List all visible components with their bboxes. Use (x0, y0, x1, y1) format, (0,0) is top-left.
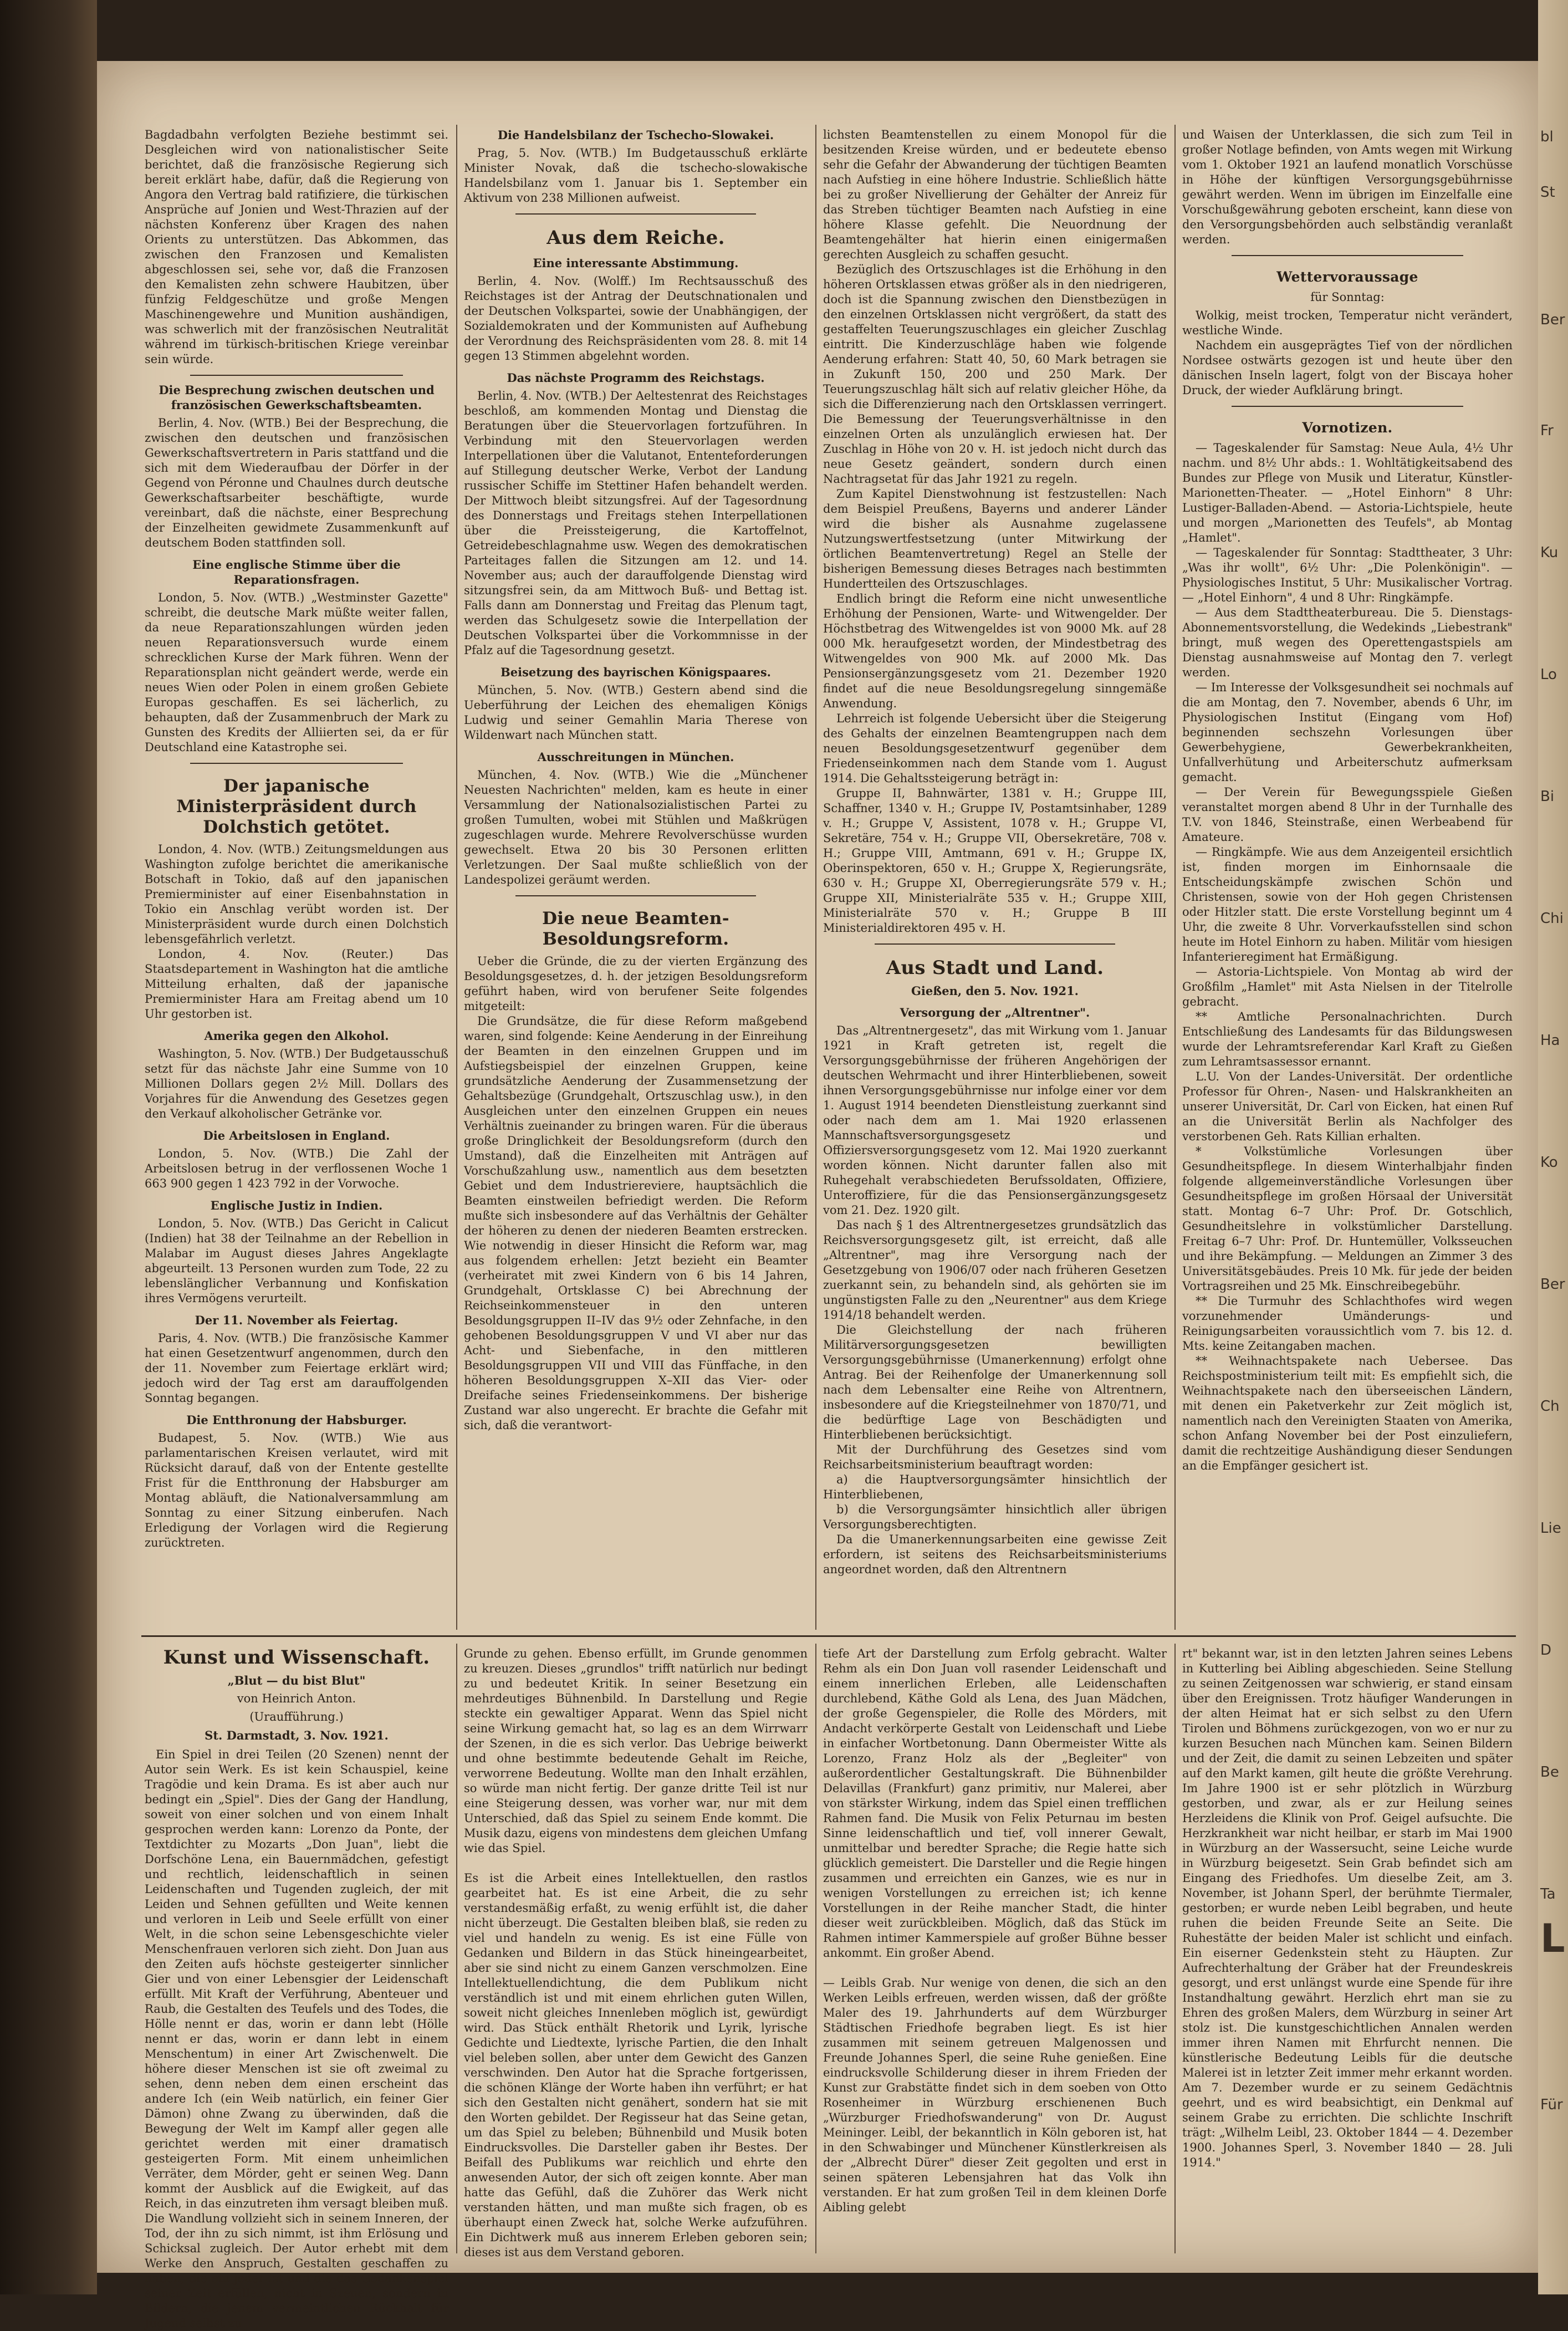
divider (515, 213, 756, 215)
article-text: Zum Kapitel Dienstwohnung ist festzustellen: Nach dem Beispiel Preußens, Bayerns und anderer Länder wird die bisher als Ausnahme zugelassene Nutzungswertfestsetzung (unter Mitwirkung der örtlichen Beamtenvertretung) Regel an Stelle der bisherigen Bemessung dieses Betrages nach bestimmten Hundertteilen des Ortszuschlages. (823, 487, 1167, 590)
notice-text: — Astoria-Lichtspiele. Von Montag ab wird der Großfilm „Hamlet" mit Asta Nielsen in der Titelrolle gebracht. (1182, 965, 1513, 1008)
column-rule (1174, 125, 1176, 1630)
article-text: Die Grundsätze, die für diese Reform maßgebend waren, sind folgende: Keine Aenderung in der Einreihung der Beamten in den einzelnen Gruppen und im Aufstiegsbeispiel der einzelnen Gruppen, keine grundsätzliche Aenderung der Zusammensetzung der Gehaltsbezüge (Grundgehalt, Ortszuschlag usw.), in den Ausgleichen unter den einzelnen Gruppen ein neues Verhältnis zueinander zu bringen waren. Für die überaus große Dringlichkeit der Besoldungsreform (durch den Umstand), daß die Einzelheiten mit Anträgen auf Vorschußzahlung usw., namentlich aus dem besetzten Gebiet und dem Industriereviere, hauptsächlich die Beamten einstweilen befriedigt werden. Die Reform mußte sich insbesondere auf das Verhältnis der Gehälter der höheren zu denen der niederen Beamten erstrecken. Wie notwendig in dieser Hinsicht die Reform war, mag aus folgendem erhellen: Jetzt bezieht ein Beamter (verheiratet mit zwei Kindern von 6 bis 14 Jahren, Grundgehalt, Ortsklasse C) bei Abrechnung der Reichseinkommensteuer in den unteren Besoldungsgruppen II–IV das 9½ oder Zehnfache, in den gehobenen Besoldungsgruppen V und VI aber nur das Acht- und Siebenfache, in den mittleren Besoldungsgruppen VII und VIII das Fünffache, in den höheren Besoldungsgruppen X–XII das Vier- oder Dreifache seines Friedenseinkommens. Der bisherige Zustand war also ungerecht. Er brachte die Gefahr mit sich, daß die verantwort- (464, 1014, 808, 1432)
notice-text: ** Die Turmuhr des Schlachthofes wird wegen vorzunehmender Umänderungs- und Reinigungsarbeiten voraussichtlich vom 7. bis 12. d. Mts. keine Zeitangaben machen. (1182, 1294, 1513, 1353)
bleed-line: Lie (1540, 1520, 1561, 1537)
notice-text: L.U. Von der Landes-Universität. Der ordentliche Professor für Ohren-, Nasen- und Halskrankheiten an unserer Universität, Dr. Carl von Eicken, hat einen Ruf an die Universität Berlin als Nachfolger des verstorbenen Geh. Rats Killian erhalten. (1182, 1070, 1513, 1143)
notice-text: — Der Verein für Bewegungsspiele Gießen veranstaltet morgen abend 8 Uhr in der Turnhalle des T.V. von 1846, Steinstraße, einen Werbeabend für Amateure. (1182, 785, 1513, 844)
column-2 (461, 127, 811, 1630)
article-text: Ein Spiel in drei Teilen (20 Szenen) nennt der Autor sein Werk. Es ist kein Schauspiel, keine Tragödie und kein Drama. Es ist aber auch nur bedingt ein „Spiel". Dies der Gang der Handlung, soweit von einer solchen und von einem Inhalt gesprochen werden kann: Lorenzo da Ponte, der Textdichter zu Mozarts „Don Juan", liebt die Dorfschöne Lena, ein Bauernmädchen, gefestigt und rechtlich, leidenschaftlich in seinen Leidenschaften und Tugenden zugleich, der mit Leiden und Sehnen gefüllten und Weite kennen und verloren in Leib und Seele erfüllt von einer Welt, in die schon seine Lebensgeschichte vieler Menschenfrauen verloren sich zieht. Don Juan aus den Zeiten aufs höchste gesteigerter sinnlicher Gier und von einer Lebensgier der Leidenschaft erfüllt. Mit Kraft der Verführung, Abenteuer und Raub, die Gestalten des Teufels und des Todes, die Hölle nennt er das, worin er dann lebt (Hölle nennt er das, worin er dann lebt in einem Menschentum) in einer Art Zwischenwelt. Die höhere dieser Menschen ist sie oft zweimal zu sehen, denn neben dem einen erscheint das andere Ich (ein Weib natürlich, ein feiner Gier Dämon) ohne Zwang zu überwinden, daß die Bewegung der Welt im Kampf aller gegen alle gerichtet werden mit einer dramatisch gesteigerten Form. Mit einem unheimlichen Verräter, dem Mörder, geht er seinen Weg. Dann kommt der Ausblick auf die Ewigkeit, auf das Reich, in das einzutreten ihm versagt bleiben muß. Die Wandlung vollzieht sich in seinem Inneren, der Tod, der ihn zu sich nimmt, ist ihm Erlösung und Schicksal zugleich. Der Autor erhebt mit dem Werke den Anspruch, Gestalten geschaffen zu haben, die ein jeder ist und die das Gedankenspiel seiner Zeit erfüllen, nicht in Szenen, sondern in Bildern, die jenem vermeintlichen Rückhalt für Jugend selbst zu (145, 1748, 448, 2330)
bleed-line: D (1540, 1642, 1552, 1659)
column-1 (141, 127, 452, 1630)
article-text: Bagdadbahn verfolgten Beziehe bestimmt sei. Desgleichen wird von nationalistischer Seite berichtet, daß die französische Regierung sich bereit erklärt habe, dafür, daß die Regierung von Angora den Vertrag bald ratifiziere, die türkischen Ansprüche auf Jonien und West-Thrazien auf der nächsten Konferenz über Kragen des nahen Orients zu unterstützen. Das Abkommen, das zwischen den Franzosen und Kemalisten abgeschlossen sei, sehe vor, daß die Franzosen den Kemalisten zehn schwere Haubitzen, über fünfzig Feldgeschütze und große Mengen Maschinengewehre und Munition aushändigen, was schwerlich mit der französischen Neutralität während im türkisch-britischen Kriege vereinbar sein würde. (145, 128, 448, 366)
article-subheadline: Versorgung der „Altrentner". (900, 1006, 1090, 1019)
notice-text: ** Weihnachtspakete nach Uebersee. Das Reichspostministerium teilt mit: Es empfiehlt sich, die Weihnachtspakete nach den überseeischen Ländern, mit denen ein Paketverkehr zur Zeit möglich ist, namentlich nach den Vereinigten Staaten von Amerika, schon Anfang November bei der Post einzuliefern, damit die rechtzeitige Aushändigung dieser Sendungen an die Empfänger gesichert ist. (1182, 1354, 1513, 1472)
bleed-line: Lo (1540, 666, 1557, 683)
article-headline: Die Handelsbilanz der Tschecho-Slowakei. (497, 128, 774, 142)
bleed-line: Ta (1540, 1886, 1556, 1902)
bleed-line: Fr (1540, 422, 1554, 439)
article-headline: Der japanische Ministerpräsident durch Dolchstich getötet. (176, 776, 417, 837)
bleed-line: St (1540, 184, 1555, 201)
bleed-line: Be (1540, 1764, 1559, 1781)
divider (875, 943, 1115, 945)
notice-text: — Tageskalender für Sonntag: Stadttheater, 3 Uhr: „Was ihr wollt", 6½ Uhr: „Die Polenkönigin". — Physiologisches Institut, 5 Uhr: Musikalischer Vortrag. — „Hotel Einhorn", 4 und 8 Uhr: Ringkämpfe. (1182, 546, 1513, 604)
divider (190, 763, 403, 764)
article-text: London, 5. Nov. (WTB.) Die Zahl der Arbeitslosen betrug in der verflossenen Woche 1 663 900 gegen 1 423 792 in der Vorwoche. (145, 1147, 448, 1190)
article-text: Ueber die Gründe, die zu der vierten Ergänzung des Besoldungsgesetzes, d. h. der jetzigen Besoldungsreform geführt haben, wird von berufener Seite folgendes mitgeteilt: (464, 955, 808, 1013)
book-spine (0, 0, 97, 2294)
notice-text: — Ringkämpfe. Wie aus dem Anzeigenteil ersichtlich ist, finden morgen im Einhornsaale die Entscheidungskämpfe zwischen Schön und Christensen, sowie von der Hoh gegen Christensen oder Hitzler statt. Die erste Vorstellung beginnt um 4 Uhr, die zweite 8 Uhr. Vorverkaufsstellen sind schon heute im Hotel Einhorn zu haben. Militär vom hiesigen Infanterieregiment hat Ermäßigung. (1182, 845, 1513, 963)
article-text: Das „Altrentnergesetz", das mit Wirkung vom 1. Januar 1921 in Kraft getreten ist, regelt die Versorgungsgebührnisse der früheren Angehörigen der deutschen Wehrmacht und ihrer Hinterbliebenen, soweit ihnen Versorgungsgebührnisse nur infolge einer vor dem 1. August 1914 beendeten Dienstleistung zuerkannt sind oder nach dem am 1. Mai 1920 erlassenen Mannschaftsversorgungsgesetz und Offiziersversorgungsgesetz vom 12. Mai 1920 zuerkannt worden können. Nicht darunter fallen also mit Ruhegehalt verabschiedeten Berufssoldaten, Offiziere, Unteroffiziere, für die das Pensionsergänzungsgesetz vom 21. Dez. 1920 gilt. (823, 1024, 1167, 1217)
bleed-line: Ko (1540, 1154, 1558, 1171)
article-headline: Der 11. November als Feiertag. (195, 1313, 399, 1327)
column-rule (815, 125, 816, 1630)
bleed-line: Bi (1540, 788, 1555, 805)
play-author: von Heinrich Anton. (237, 1692, 356, 1705)
article-headline: Die Besprechung zwischen deutschen und französischen Gewerkschaftsbeamten. (159, 383, 435, 412)
article-text: b) die Versorgungsämter hinsichtlich aller übrigen Versorgungsberechtigten. (823, 1503, 1167, 1531)
column-rule (815, 1644, 816, 2253)
column-4 (1179, 127, 1516, 1630)
bleed-line: Ch (1540, 1398, 1560, 1415)
article-text: London, 4. Nov. (WTB.) Zeitungsmeldungen aus Washington zufolge berichtet die amerikanische Botschaft in Tokio, daß auf den japanischen Premierminister auf einer Eisenbahnstation in Tokio ein Anschlag verübt worden ist. Der Ministerpräsident wurde durch einen Dolchstich lebensgefährlich verletzt. (145, 843, 448, 946)
notice-text: — Im Interesse der Volksgesundheit sei nochmals auf die am Montag, den 7. November, abends 6 Uhr, im Physiologischen Institut (Eingang vom Hof) beginnenden sechszehn Vorlesungen über Gewerbehygiene, Gewerbekrankheiten, Unfallverhütung und Arbeiterschutz aufmerksam gemacht. (1182, 681, 1513, 784)
section-rule (141, 1635, 1516, 1637)
section-headline: Aus dem Reiche. (546, 227, 725, 249)
feuilleton-headline: Kunst und Wissenschaft. (163, 1646, 430, 1669)
bleed-line: Ber (1540, 312, 1565, 328)
article-subheadline: Ausschreitungen in München. (537, 750, 734, 764)
notice-text: — Tageskalender für Samstag: Neue Aula, 4½ Uhr nachm. und 8½ Uhr abds.: 1. Wohltätigkeitsabend des Bundes zur Pflege von Musik und Literatur, Künstler-Marionetten-Theater. — „Hotel Einhorn" 8 Uhr: Lustiger-Balladen-Abend. — Astoria-Lichtspiele, heute und morgen „Marionetten des Teufels", ab Montag „Hamlet". (1182, 441, 1513, 544)
bleed-line: Ha (1540, 1032, 1560, 1049)
article-text: Die Gleichstellung der nach früheren Militärversorgungsgesetzen bewilligten Versorgungsgebührnisse (Umanerkennung) erfolgt ohne Antrag. Bei der Reihenfolge der Umanerkennung soll nach dem Lebensalter eine Reihe von Altrentnern, insbesondere auf die Kriegsteilnehmer von 1870/71, und die bedürftige Lage von Beschädigten und Hinterbliebenen berücksichtigt. (823, 1323, 1167, 1441)
bleed-line: Chi (1540, 910, 1564, 927)
weather-headline: Wettervoraussage (1276, 269, 1418, 285)
article-subheadline: Eine interessante Abstimmung. (533, 256, 739, 270)
weather-subheadline: für Sonntag: (1310, 290, 1385, 304)
column-rule (1174, 1644, 1176, 2253)
notice-text: ** Amtliche Personalnachrichten. Durch Entschließung des Landesamts für das Bildungswesen wurde der Lehramtsreferendar Karl Kraft zu Gießen zum Lehramtsassessor ernannt. (1182, 1010, 1513, 1068)
bleed-line: L (1540, 1916, 1565, 1961)
article-headline: Die Entthronung der Habsburger. (186, 1413, 407, 1427)
section-headline: Aus Stadt und Land. (886, 957, 1104, 979)
article-headline: Die Arbeitslosen in England. (203, 1129, 390, 1142)
article-text: und Waisen der Unterklassen, die sich zum Teil in großer Notlage befinden, von Amts wegen mit Wirkung vom 1. Oktober 1921 an laufend monatlich Vorschüsse in Höhe der künftigen Versorgungsgebührnisse gewährt werden. Wenn im übrigen im Einzelfalle eine Vorschußgewährung geboten erscheint, kann diese von den Versorgungsbehörden auch selbständig veranlaßt werden. (1182, 128, 1513, 246)
article-text: London, 5. Nov. (WTB.) Das Gericht in Calicut (Indien) hat 38 der Teilnahme an der Rebellion in Malabar im August dieses Jahres Angeklagte abgeurteilt. 13 Personen wurden zum Tode, 22 zu lebenslänglicher Verbannung und Konfiskation ihres Vermögens verurteilt. (145, 1217, 448, 1305)
article-text: München, 5. Nov. (WTB.) Gestern abend sind die Ueberführung der Leichen des ehemaligen Königs Ludwig und seiner Gemahlin Maria Therese von Wildenwart nach München statt. (464, 684, 808, 742)
article-subheadline: Beisetzung des bayrischen Königspaares. (500, 665, 771, 679)
article-headline: Die neue Beamten-Besoldungsreform. (542, 909, 729, 949)
divider (515, 895, 756, 896)
dateline: Gießen, den 5. Nov. 1921. (911, 984, 1079, 998)
feuilleton-column-3 (820, 1646, 1170, 2256)
article-headline: Englische Justiz in Indien. (210, 1198, 383, 1212)
article-headline: Eine englische Stimme über die Reparationsfragen. (192, 558, 401, 586)
notice-text: — Aus dem Stadttheaterbureau. Die 5. Dienstags-Abonnementsvorstellung, die Wedekinds „Liebestrank" bringt, muß wegen des Operettengastspiels am Dienstag ausnahmsweise auf Montag den 7. verlegt werden. (1182, 606, 1513, 679)
notices-headline: Vornotizen. (1302, 420, 1393, 436)
article-text: Lehrreich ist folgende Uebersicht über die Steigerung des Gehalts der einzelnen Beamtengruppen nach dem neuen Besoldungsgesetzentwurf gegenüber dem Friedenseinkommen nach dem Stande vom 1. August 1914. Die Gehaltssteigerung beträgt in: (823, 712, 1167, 785)
article-headline: Amerika gegen den Alkohol. (204, 1029, 389, 1043)
feuilleton-column-4 (1179, 1646, 1516, 2256)
bleed-line: Ber (1540, 1276, 1565, 1293)
feuilleton-column-2 (461, 1646, 811, 2259)
article-text: Berlin, 4. Nov. (WTB.) Bei der Besprechung, die zwischen den deutschen und französischen Gewerkschaftsvertretern in Paris stattfand und die sich mit dem Wiederaufbau der Dörfer in der Gegend von Péronne und Chaulnes durch deutsche Gewerkschaftsarbeiter beschäftigte, wurde vereinbart, daß die nächste, einer Besprechung der Einzelheiten gewidmete Zusammenkunft auf deutschem Boden stattfinden soll. (145, 416, 448, 549)
weather-forecast: Wolkig, meist trocken, Temperatur nicht verändert, westliche Winde. (1182, 309, 1513, 337)
article-text: Bezüglich des Ortszuschlages ist die Erhöhung in den höheren Ortsklassen etwas größer als in den niedrigeren, doch ist die Spannung zwischen den Dienstbezügen in den einzelnen Ortsklassen nicht vergrößert, da statt des gestaffelten Teuerungszuschlages ein gleicher Zuschlag eintritt. Die Kinderzuschläge haben wie folgende Aenderung erfahren: Statt 40, 50, 60 Mark betragen sie in Zukunft 150, 200 und 250 Mark. Der Teuerungszuschlag hält sich auf relativ gleicher Höhe, da sich die Differenzierung nach den Ortsklassen verringert. Die Bemessung der Teuerungsverhältnisse in den einzelnen Orten als unzulänglich erwiesen hat. Der Zuschlag in Höhe von 20 v. H. ist jedoch nicht durch das neue Gesetz geändert, sondern durch einen Nachtragsetat für das Jahr 1921 zu regeln. (823, 263, 1167, 486)
article-subheadline: Das nächste Programm des Reichstags. (507, 371, 765, 385)
article-text: lichsten Beamtenstellen zu einem Monopol für die besitzenden Kreise würden, und er bedeutete ebenso sehr die Gefahr der Abwanderung der tüchtigen Beamten nach Aufstieg in eine höhere Industrie. Schließlich hätte bei zu großer Nivellierung der Gehälter der Anreiz für das Streben tüchtiger Beamten nach Aufstieg in eine höhere Klasse gefehlt. Die Neuordnung der Beamtengehälter hat hierin einen einigermaßen gerechten Ausgleich zu schaffen gesucht. (823, 128, 1167, 261)
article-text: tiefe Art der Darstellung zum Erfolg gebracht. Walter Rehm als ein Don Juan voll rasender Leidenschaft und einem innerlichen Erleben, alle Leidenschaften durchlebend, Käthe Gold als Lena, des Juan Mädchen, der große Gegenspieler, die Rolle des Mörders, mit Andacht verkörperte Gestalt von Leidenschaft und Liebe in einfacher Wortbetonung. Dann Obermeister Witte als Lorenzo, Franz Holz als der „Begleiter" von außerordentlicher Gestaltungskraft. Die Bühnenbilder Delavillas (Frankfurt) ganz primitiv, nur Malerei, aber von stärkster Wirkung, indem das Spiel einen trefflichen Rahmen fand. Die Musik von Felix Peturnau im besten Sinne leidenschaftlich und tief, voll innerer Gewalt, unmittelbar und beredter Sprache; die Regie hatte sich glücklich gemeistert. Die Darsteller und die Regie hingen zusammen und erreichten ein Ganzes, wie es nur in wenigen Vorstellungen zu erreichen ist; ich kenne Vorstellungen in der Reihe mancher Stadt, die hinter dieser weit zurückbleiben. Möglich, daß das Stück im Rahmen intimer Kammerspiele auf großer Bühne besser ankommt. Ein großer Abend. — Leibls Grab. Nur wenige von denen, die sich an den Werken Leibls erfreuen, werden wissen, daß der größte Maler des 19. Jahrhunderts auf dem Würzburger Städtischen Friedhofe begraben liegt. Es ist hier zusammen mit seinem getreuen Malgenossen und Freunde Johannes Sperl, die seine Ruhe genießen. Eine eindrucksvolle Schilderung dieser in ihrem Frieden der Kunst zur Grabstätte findet sich in dem soeben von Otto Rosenheimer in Würzburg erschienenen Buch „Würzburger Friedhofswanderung" von Dr. August Meininger. Leibl, der bekanntlich in Köln geboren ist, hat in den Schwabinger und Münchener Künstlerkreisen als der „Albrecht Dürer" dieser Zeit gegolten und erst in seinen späteren Lebensjahren hat das Volk ihn verstanden. Er hat zum großen Teil in dem kleinen Dorfe Aibling gelebt (823, 1647, 1167, 2214)
notice-text: * Volkstümliche Vorlesungen über Gesundheitspflege. In diesem Winterhalbjahr finden folgende allgemeinverständliche Vorlesungen über Gesundheitspflege im großen Hörsaal der Universität statt. Montag 6–7 Uhr: Prof. Dr. Gotschlich, Gesundheitslehre in volkstümlicher Darstellung. Freitag 6–7 Uhr: Prof. Dr. Huntemüller, Volksseuchen und ihre Bekämpfung. — Meldungen an Zimmer 3 des Universitätsgebäudes. Preis 10 Mk. für jede der beiden Vortragsreihen und 25 Mk. Einschreibegebühr. (1182, 1145, 1513, 1293)
bleed-line: bl (1540, 129, 1554, 145)
column-rule (456, 1644, 457, 2253)
article-text: London, 4. Nov. (Reuter.) Das Staatsdepartement in Washington hat die amtliche Mitteilung erhalten, daß der japanische Premierminister Hara am Freitag abend um 10 Uhr gestorben ist. (145, 947, 448, 1021)
feuilleton-column-1 (141, 1646, 452, 2330)
column-3 (820, 127, 1170, 1630)
play-title: „Blut — du bist Blut" (227, 1674, 366, 1687)
divider (1232, 255, 1463, 256)
article-text: Budapest, 5. Nov. (WTB.) Wie aus parlamentarischen Kreisen verlautet, wird mit Rücksicht darauf, daß von der Entente gestellte Frist für die Entthronung der Habsburger am Montag abläuft, die Nationalversammlung am Sonntag zu einer Sitzung einberufen. Nach Erledigung der Vorlagen wird die Regierung zurücktreten. (145, 1431, 448, 1549)
article-text: München, 4. Nov. (WTB.) Wie die „Münchener Neuesten Nachrichten" melden, kam es heute in einer Versammlung der Nationalsozialistischen Partei zu großen Tumulten, wobei mit Stühlen und Maßkrügen zugeschlagen wurde. Mehrere Revolverschüsse wurden gewechselt. Etwa 20 bis 30 Personen erlitten Verletzungen. Der Saal mußte schließlich von der Landespolizei geräumt werden. (464, 768, 808, 886)
article-text: a) die Hauptversorgungsämter hinsichtlich der Hinterbliebenen, (823, 1473, 1167, 1501)
bleed-line: Ku (1540, 544, 1559, 561)
article-text: London, 5. Nov. (WTB.) „Westminster Gazette" schreibt, die deutsche Mark müßte weiter fallen, da neue Reparationszahlungen würden jeden neuen Reparationsversuch wurde einem schrecklichen Kurse der Mark führen. Wenn der Reparationsplan nicht geändert werde, werde ein neues Wien oder Polen in einem großen Gebiete Europas geschaffen. Es sei lächerlich, zu behaupten, daß der Zusammenbruch der Mark zu Gunsten des Kredits der Alliierten sei, da er für Deutschland eine Katastrophe sei. (145, 591, 448, 754)
article-text: Berlin, 4. Nov. (Wolff.) Im Rechtsausschuß des Reichstages ist der Antrag der Deutschnationalen und der Deutschen Volkspartei, sowie der Unabhängigen, der Sozialdemokraten und der Kommunisten auf Aufhebung der Verordnung des Reichspräsidenten vom 28. 8. mit 14 gegen 13 Stimmen abgelehnt worden. (464, 274, 808, 363)
article-text: Endlich bringt die Reform eine nicht unwesentliche Erhöhung der Pensionen, Warte- und Witwengelder. Der Höchstbetrag des Witwengeldes ist von 9000 Mk. auf 28 000 Mk. heraufgesetzt worden, der Mindestbetrag des Witwengeldes von 900 Mk. auf 2000 Mk. Das Pensionsergänzungsgesetz vom 21. Dezember 1920 findet auf die neue Besoldungsregelung sinngemäße Anwendung. (823, 592, 1167, 710)
article-text: rt" bekannt war, ist in den letzten Jahren seines Lebens in Kutterling bei Aibling abgeschieden. Seine Stellung zu seinen Zeitgenossen war schwierig, er stand einsam über den Ereignissen. Trotz häufiger Wanderungen in der alten Heimat hat er sich selbst zu den Ufern Tirolen und Böhmens zurückgezogen, von wo er nur zu kurzen Besuchen nach München kam. Seinen Bildern und der Zeit, die damit zu seinen Lebzeiten und später auf den Markt kamen, gilt heute die größte Verehrung. Im Jahre 1900 ist er sehr plötzlich in Würzburg gestorben, und zwar, als er zur Heilung seines Herzleidens die Klinik von Prof. Geigel aufsuchte. Die Herzkrankheit war nicht heilbar, er starb im Mai 1900 in Würzburg an der Wassersucht, seine Leiche wurde in Würzburg beigesetzt. Sein Grab befindet sich am Eingang des Friedhofes. Um dieselbe Zeit, am 3. November, ist Johann Sperl, der berühmte Tiermaler, gestorben; er wurde neben Leibl begraben, und heute ruhen die beiden Freunde Seite an Seite. Die Ruhestätte der beiden Maler ist schlicht und einfach. Ein eiserner Gedenkstein steht zu Häupten. Zur Aufrechterhaltung der Gräber hat der Freundeskreis gesorgt, und erst unlängst wurde eine Spende für ihre Instandhaltung gewährt. Herzlich ehrt man sie zu Ehren des großen Malers, dem Würzburg in seiner Art stolz ist. Die kunstgeschichtlichen Annalen werden immer ihren Namen mit Ehrfurcht nennen. Die künstlerische Bedeutung Leibls für die deutsche Malerei ist in letzter Zeit immer mehr erkannt worden. Am 7. Dezember wurde er zu seinem Gedächtnis geehrt, und es wird beabsichtigt, ein Denkmal auf seinem Grabe zu errichten. Die schlichte Inschrift trägt: „Wilhelm Leibl, 23. Oktober 1844 — 4. Dezember 1900. Johannes Sperl, 3. November 1840 — 28. Juli 1914." (1182, 1647, 1513, 2169)
article-text: Paris, 4. Nov. (WTB.) Die französische Kammer hat einen Gesetzentwurf angenommen, durch den der 11. November zum Feiertage erklärt wird; jedoch wird der Tag erst am darauffolgenden Sonntag begangen. (145, 1332, 448, 1405)
play-note: (Uraufführung.) (249, 1710, 344, 1723)
article-text: Gruppe II, Bahnwärter, 1381 v. H.; Gruppe III, Schaffner, 1340 v. H.; Gruppe IV, Postamtsinhaber, 1289 v. H.; Gruppe V, Assistent, 1078 v. H.; Gruppe VI, Sekretäre, 754 v. H.; Gruppe VII, Obersekretäre, 708 v. H.; Gruppe VIII, Amtmann, 691 v. H.; Gruppe IX, Oberinspektoren, 650 v. H.; Gruppe X, Regierungsräte, 630 v. H.; Gruppe XI, Oberregierungsräte 579 v. H.; Gruppe XII, Ministerialräte 535 v. H.; Gruppe XIII, Ministerialräte 570 v. H.; Gruppe B III Ministerialdirektoren 495 v. H. (823, 787, 1167, 935)
divider (190, 375, 403, 376)
article-text: Berlin, 4. Nov. (WTB.) Der Aeltestenrat des Reichstages beschloß, am kommenden Montag und Dienstag die Beratungen über die Steuervorlagen fortzuführen. In Verbindung mit den Steuervorlagen werden Interpellationen über die Valutanot, Ententeforderungen auf Stillegung deutscher Werke, Verbot der Landung russischer Schiffe im Stettiner Hafen behandelt werden. Der Mittwoch bleibt sitzungsfrei. Auf der Tagesordnung des Donnerstags und Freitags stehen Interpellationen über die Preissteigerung, die Kartoffelnot, Getreidebeschlagnahme usw. Wegen des demokratischen Parteitages fallen die Sitzungen am 12. und 14. November aus; auch der darauffolgende Dienstag wird sitzungsfrei sein, da am Mittwoch Buß- und Bettag ist. Falls dann am Donnerstag und Freitag das Plenum tagt, werden das Schulgesetz sowie die Interpellation der Deutschen Volkspartei über die Vorkommnisse in der Pfalz auf die Tagesordnung gesetzt. (464, 389, 808, 657)
article-text: Washington, 5. Nov. (WTB.) Der Budgetausschuß setzt für das nächste Jahr eine Summe von 10 Millionen Dollars gegen 2½ Mill. Dollars des Vorjahres für die Anwendung des Gesetzes gegen den Verkauf alkoholischer Getränke vor. (145, 1047, 448, 1120)
weather-forecast: Nachdem ein ausgeprägtes Tief von der nördlichen Nordsee ostwärts gezogen ist und heute über den dänischen Inseln lagert, folgt von der Biscaya hoher Druck, der wieder Aufklärung bringt. (1182, 339, 1513, 397)
article-text: Mit der Durchführung des Gesetzes sind vom Reichsarbeitsministerium beauftragt worden: (823, 1443, 1167, 1471)
dateline: St. Darmstadt, 3. Nov. 1921. (205, 1728, 389, 1742)
article-text: Grunde zu gehen. Ebenso erfüllt, im Grunde genommen zu kreuzen. Dieses „grundlos" trifft natürlich nur bedingt zu und bedeutet Kritik. In seiner Besetzung ein mehrdeutiges Bühnenbild. In Darstellung und Regie steckte ein gewaltiger Apparat. Wenn das Spiel nicht seine Wirkung gemacht hat, so lag es an dem Wirrwarr der Szenen, in die es sich verlor. Das Uebrige beiwerkt und ohne bestimmte bedeutende Gehalt im Reiche, verworrene Bedeutung. Wollte man den Inhalt erzählen, so würde man nicht fertig. Der ganze dritte Teil ist nur eine Steigerung dessen, was vorher war, nur mit dem Unterschied, daß das Spiel zu seinem Ende kommt. Die Musik dazu, eigens von mindestens dem gleichen Umfang wie das Spiel. Es ist die Arbeit eines Intellektuellen, den rastlos gearbeitet hat. Es ist eine Arbeit, die zu sehr verstandesmäßig erfaßt, zu wenig erfühlt ist, die daher nicht überzeugt. Die Gestalten bleiben blaß, sie reden zu viel und handeln zu wenig. Es ist eine Fülle von Gedanken und Bildern in das Stück hineingearbeitet, aber sie sind nicht zu einem Ganzen verschmolzen. Eine Intellektuellendichtung, die dem Publikum nicht verständlich ist und mit einem ehrlichen guten Willen, soweit nicht gleiches Innenleben möglich ist, gewürdigt wird. Das Stück enthält Rhetorik und Lyrik, lyrische Gedichte und Liedtexte, lyrische Partien, die den Inhalt viel beleben sollen, aber unter dem Gewicht des Ganzen verschwinden. Den Autor hat die Sprache fortgerissen, die schönen Klänge der Worte haben ihn verführt; er hat sich den Gestalten nicht genähert, sondern hat sie mit den Worten gebildet. Der Regisseur hat das Seine getan, um das Spiel zu beleben; Bühnenbild und Musik boten Eindrucksvolles. Die Darsteller gaben ihr Bestes. Der Beifall des Publikums war reichlich und ehrte den anwesenden Autor, der sich oft zeigen konnte. Aber man hatte das Gefühl, daß die Zuhörer das Werk nicht verstanden hätten, und man mußte sich fragen, ob es überhaupt einen Zweck hat, solche Werke aufzuführen. Ein Dichtwerk muß aus innerem Erleben geboren sein; dieses ist aus dem Verstand geboren. (464, 1647, 808, 2259)
bleed-line: Für (1540, 2097, 1563, 2113)
article-text: Da die Umanerkennungsarbeiten eine gewisse Zeit erfordern, ist seitens des Reichsarbeitsministeriums angeordnet worden, daß den Altrentnern (823, 1533, 1167, 1576)
article-text: Das nach § 1 des Altrentnergesetzes grundsätzlich das Reichsversorgungsgesetz gilt, ist erreicht, daß alle „Altrentner", mag ihre Versorgung nach der Gesetzgebung von 1906/07 oder nach früheren Gesetzen zuerkannt sein, zu behandeln sind, als gehörten sie im ungünstigsten Falle zu den „Neurentner" aus dem Kriege 1914/18 behandelt werden. (823, 1218, 1167, 1322)
article-text: Prag, 5. Nov. (WTB.) Im Budgetausschuß erklärte Minister Novak, daß die tschecho-slowakische Handelsbilanz vom 1. Januar bis 1. September ein Aktivum von 238 Millionen aufweist. (464, 146, 808, 205)
newspaper-page (97, 61, 1538, 2330)
column-rule (456, 125, 457, 1630)
adjacent-page-edge (1538, 0, 1568, 2294)
divider (1232, 406, 1463, 407)
